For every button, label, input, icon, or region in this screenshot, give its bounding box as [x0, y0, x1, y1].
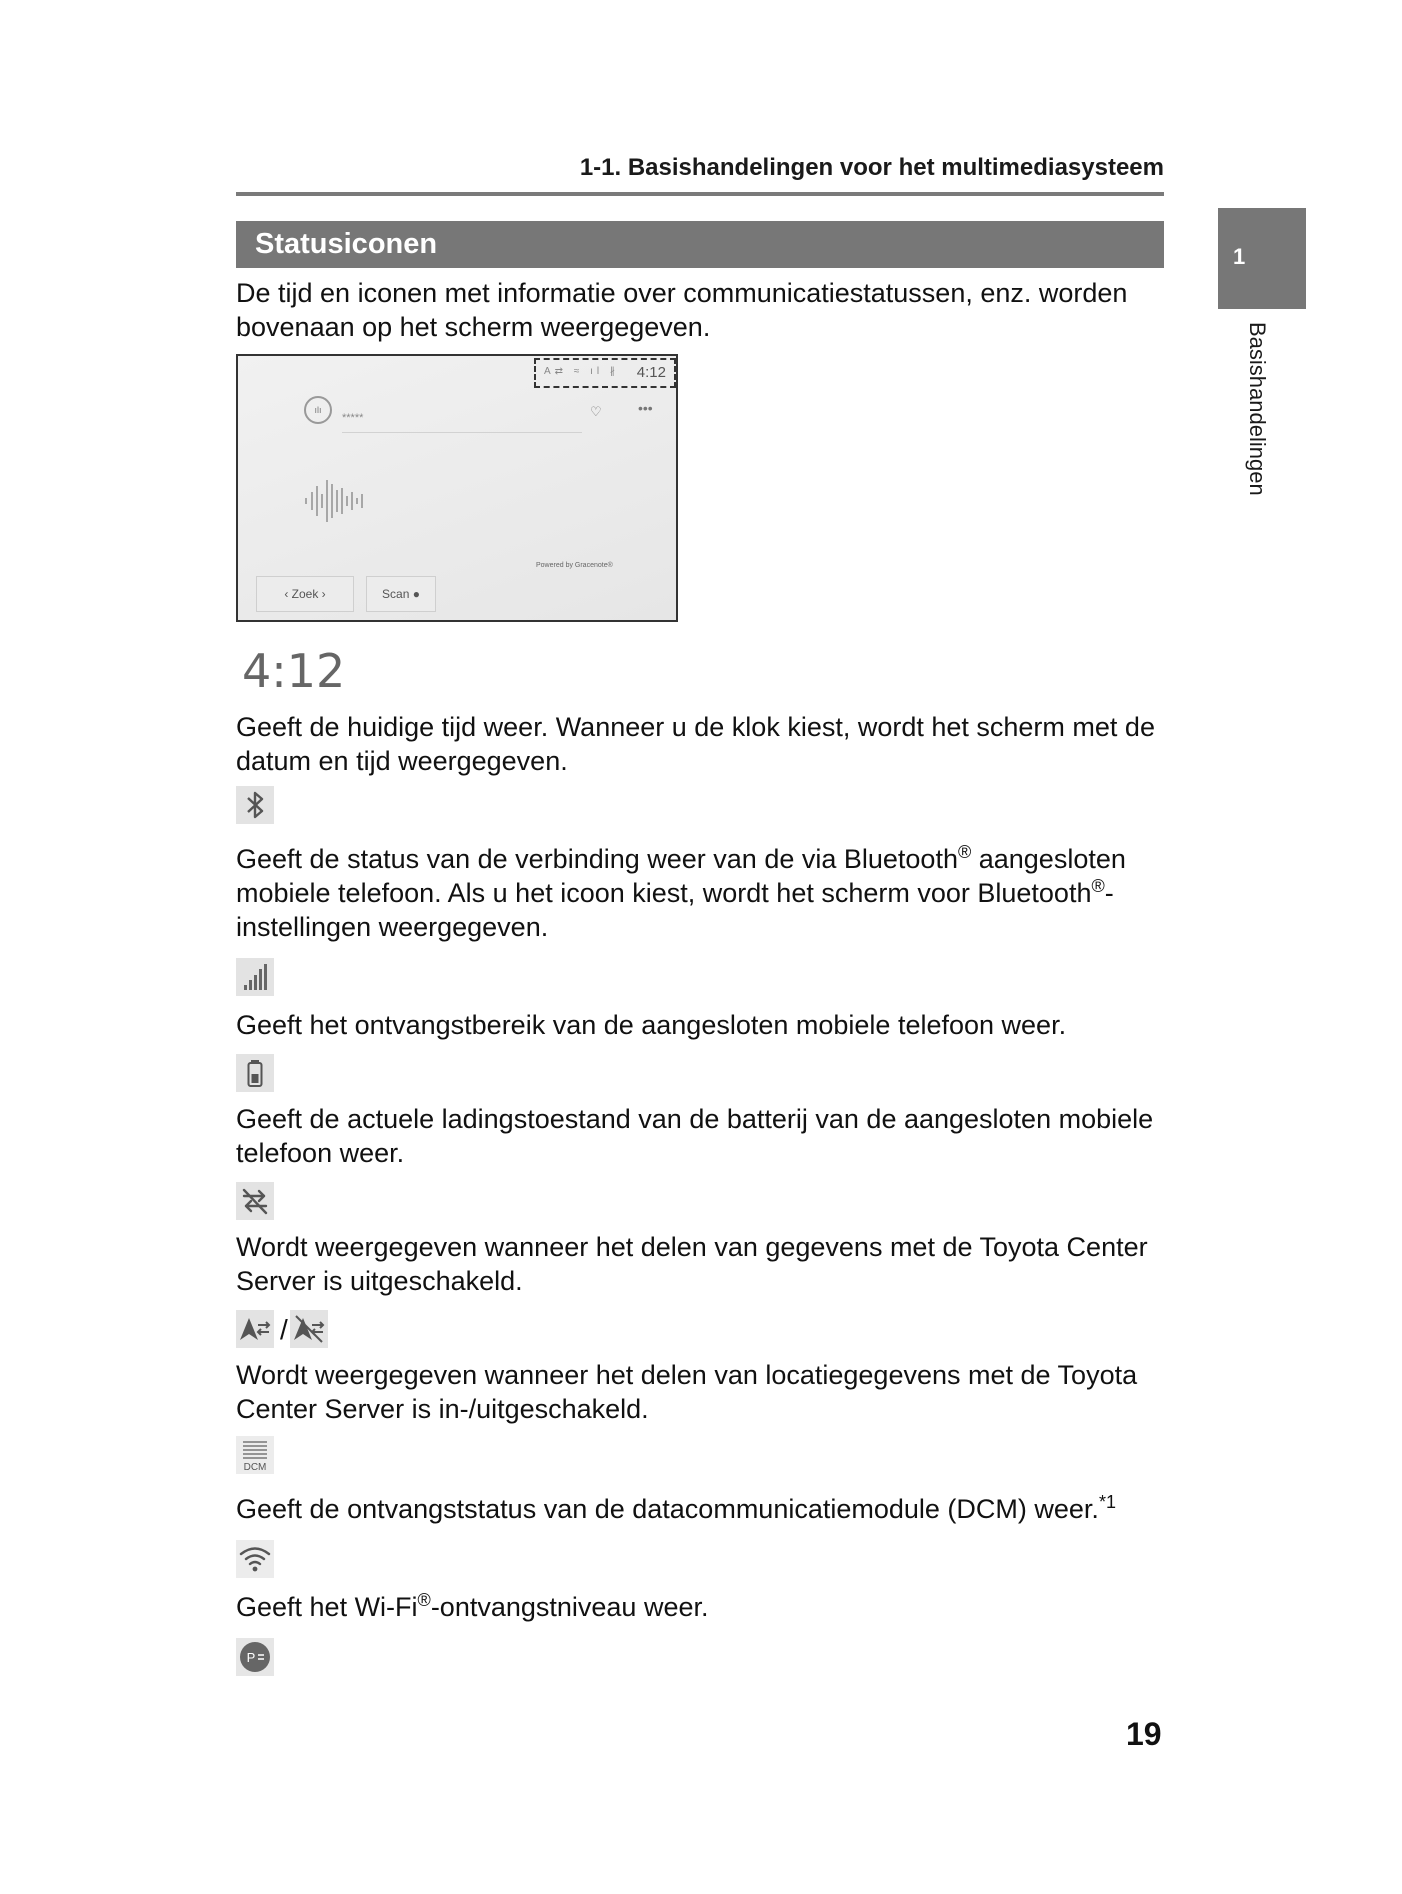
battery-description: Geeft de actuele ladingstoestand van de batterij van de aangesloten mobiele telefoon weer. — [236, 1104, 1154, 1168]
powered-by-label: Powered by Gracenote® — [536, 562, 613, 569]
location-sharing-on-icon — [236, 1310, 274, 1348]
clock-sample: 4:12 — [242, 644, 346, 698]
dcm-description — [236, 1492, 1176, 1526]
chapter-side-label: Basishandelingen — [1245, 322, 1270, 496]
status-bar-highlight — [534, 358, 676, 388]
wifi-description — [236, 1590, 1176, 1624]
bluetooth-text-3: -instellingen weergegeven. — [236, 878, 1114, 942]
dcm-icon-label: DCM — [243, 1462, 267, 1473]
page-number: 19 — [1126, 1716, 1162, 1752]
screen-illustration — [236, 354, 678, 622]
signal-description: Geeft het ontvangstbereik van de aangesloten mobiele telefoon weer. — [236, 1010, 1067, 1040]
title-divider — [342, 432, 582, 433]
icon-separator: / — [280, 1314, 288, 1345]
bluetooth-text-1: Geeft de status van de verbinding weer van de via Bluetooth — [236, 844, 958, 874]
dcm-icon — [236, 1436, 274, 1474]
seek-button[interactable]: ‹ Zoek › — [256, 576, 354, 612]
status-icons-row: A⇄ ≈ ıl ∦ — [544, 366, 619, 377]
registered-mark: ® — [957, 842, 972, 862]
footnote-marker: *1 — [1098, 1492, 1116, 1512]
status-clock: 4:12 — [636, 364, 666, 381]
waveform-icon — [304, 476, 384, 526]
location-sharing-description: Wordt weergegeven wanneer het delen van locatiegegevens met de Toyota Center Server is in-/uitgeschakeld. — [236, 1360, 1138, 1424]
parking-icon-label: P — [246, 1650, 256, 1665]
wifi-text-1: Geeft het Wi-Fi — [236, 1592, 418, 1622]
heart-icon: ♡ — [590, 404, 602, 419]
station-name: ***** — [342, 412, 364, 424]
signal-strength-icon — [236, 958, 274, 996]
chapter-number: 1 — [1233, 244, 1246, 269]
chapter-tab — [1218, 208, 1306, 309]
bluetooth-text-2: aangesloten mobiele telefoon. Als u het icoon kiest, wordt het scherm voor Bluetooth — [236, 844, 1126, 908]
clock-description: Geeft de huidige tijd weer. Wanneer u de klok kiest, wordt het scherm met de datum en tijd weergegeven. — [236, 712, 1155, 776]
data-sharing-description: Wordt weergegeven wanneer het delen van gegevens met de Toyota Center Server is uitgeschakeld. — [236, 1232, 1148, 1296]
bluetooth-icon — [236, 786, 274, 824]
wifi-text-2: -ontvangstniveau weer. — [430, 1592, 709, 1622]
dcm-text: Geeft de ontvangststatus van de datacommunicatiemodule (DCM) weer. — [236, 1494, 1099, 1524]
registered-mark: ® — [1091, 876, 1105, 896]
header-divider — [236, 192, 1164, 196]
battery-icon — [236, 1054, 274, 1092]
location-sharing-off-icon — [290, 1310, 328, 1348]
section-title: Statusiconen — [236, 221, 1164, 268]
audio-source-icon: ılı — [304, 396, 332, 424]
parking-icon — [236, 1638, 274, 1676]
wifi-icon — [236, 1540, 274, 1578]
more-icon: ••• — [638, 400, 653, 416]
chapter-header: 1-1. Basishandelingen voor het multimediasysteem — [579, 154, 1164, 181]
bluetooth-description — [236, 842, 1176, 944]
data-sharing-off-icon — [236, 1182, 274, 1220]
intro-paragraph: De tijd en iconen met informatie over communicatiestatussen, enz. worden bovenaan op het scherm weergegeven. — [236, 278, 1128, 342]
scan-button[interactable]: Scan ● — [366, 576, 436, 612]
registered-mark: ® — [417, 1590, 431, 1610]
